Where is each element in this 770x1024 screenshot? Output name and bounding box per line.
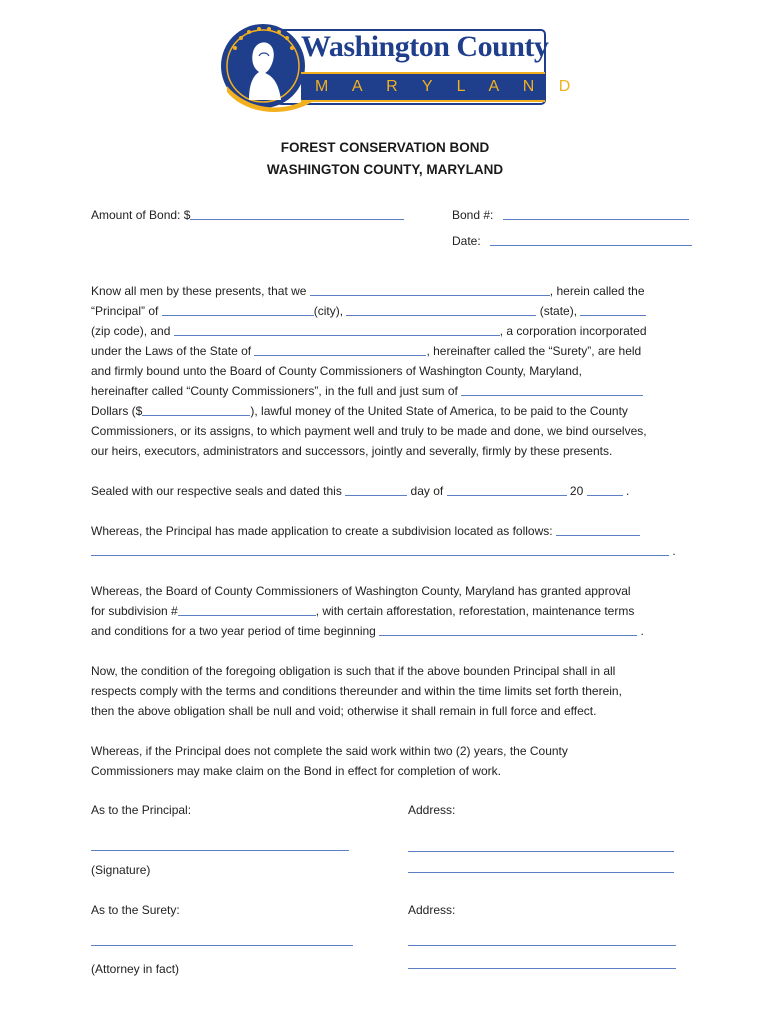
document-subtitle: WASHINGTON COUNTY, MARYLAND xyxy=(266,162,504,177)
bond-number-field[interactable] xyxy=(503,207,689,220)
principal-address-line-2[interactable] xyxy=(408,872,674,873)
whereas-approval: Whereas, the Board of County Commissioners of Washington County, Maryland has granted approval for subdivision # , with certain afforestation, reforestation, maintenance terms and conditions for a two year period of time beginning . xyxy=(91,584,644,638)
subdivision-number-field[interactable] xyxy=(178,603,316,616)
surety-state-field[interactable] xyxy=(254,343,426,356)
para1-line1: Know all men by these presents, that we , herein called the xyxy=(91,284,645,298)
city-field[interactable] xyxy=(162,303,314,316)
surety-name-field[interactable] xyxy=(174,323,500,336)
principal-name-field[interactable] xyxy=(310,283,550,296)
principal-signature-line[interactable] xyxy=(91,850,349,851)
para1-line3: (zip code), and , a corporation incorporated xyxy=(91,324,647,338)
para1-line6: hereinafter called “County Commissioners”, in the full and just sum of xyxy=(91,381,647,401)
para1-line8: Commissioners, or its assigns, to which payment well and truly to be made and done, we bind ourselves, xyxy=(91,424,647,438)
sealed-day-field[interactable] xyxy=(345,483,407,496)
para1-line5: and firmly bound unto the Board of County Commissioners of Washington County, Maryland, xyxy=(91,364,582,378)
logo-year: 1776 xyxy=(259,92,277,101)
para1-line7: Dollars ($ ), lawful money of the United State of America, to be paid to the County xyxy=(91,404,628,418)
surety-signature-line[interactable] xyxy=(91,945,353,946)
whereas-claim: Whereas, if the Principal does not complete the said work within two (2) years, the County Commissioners may make claim on the Bond in effect for completion of work. xyxy=(91,744,568,778)
surety-address-label: Address: xyxy=(408,903,456,917)
state-field[interactable] xyxy=(346,303,536,316)
amount-row xyxy=(91,206,404,222)
signature-caption: (Signature) xyxy=(91,863,151,877)
logo-state: M A R Y L A N D xyxy=(315,78,581,95)
surety-address-line-1[interactable] xyxy=(408,945,676,946)
sum-dollars-field[interactable] xyxy=(142,403,250,416)
condition-paragraph: Now, the condition of the foregoing obligation is such that if the above bounden Principal shall in all respects comply with the terms and conditions thereunder and within the time limits set forth therein, then the above obligation shall be null and void; otherwise it shall remain in full force and effect. xyxy=(91,664,622,718)
sealed-year-field[interactable] xyxy=(587,483,623,496)
date-row xyxy=(452,232,692,248)
subdivision-location-field[interactable] xyxy=(556,523,640,536)
washington-county-logo xyxy=(219,16,581,120)
principal-address-label: Address: xyxy=(408,803,456,817)
para1-line4: under the Laws of the State of , hereinafter called the “Surety”, are held xyxy=(91,344,642,358)
para1-line9: our heirs, executors, administrators and successors, jointly and severally, firmly by these presents. xyxy=(91,444,613,458)
bond-paragraph xyxy=(91,281,647,461)
amount-label: Amount of Bond: $ xyxy=(91,208,191,222)
sealed-month-field[interactable] xyxy=(447,483,567,496)
period-start-field[interactable] xyxy=(379,623,637,636)
para1-line2: “Principal” of (city), (state), xyxy=(91,301,647,321)
bond-number-label: Bond #: xyxy=(452,208,494,222)
subdivision-location-field-2[interactable] xyxy=(91,543,669,556)
whereas-subdivision: Whereas, the Principal has made application to create a subdivision located as follows: . xyxy=(91,524,676,558)
document-title: FOREST CONSERVATION BOND xyxy=(280,140,490,155)
logo-title: Washington County xyxy=(301,30,549,63)
surety-label: As to the Surety: xyxy=(91,903,180,917)
principal-label: As to the Principal: xyxy=(91,803,192,817)
date-label: Date: xyxy=(452,234,481,248)
principal-address-line-1[interactable] xyxy=(408,851,674,852)
surety-address-line-2[interactable] xyxy=(408,968,676,969)
attorney-caption: (Attorney in fact) xyxy=(91,962,180,976)
zip-field[interactable] xyxy=(580,303,646,316)
sealed-line: Sealed with our respective seals and dated this day of 20 . xyxy=(91,484,630,498)
sum-words-field[interactable] xyxy=(461,383,643,396)
amount-field[interactable] xyxy=(190,207,404,220)
date-field[interactable] xyxy=(490,233,692,246)
bond-number-row xyxy=(452,206,689,222)
